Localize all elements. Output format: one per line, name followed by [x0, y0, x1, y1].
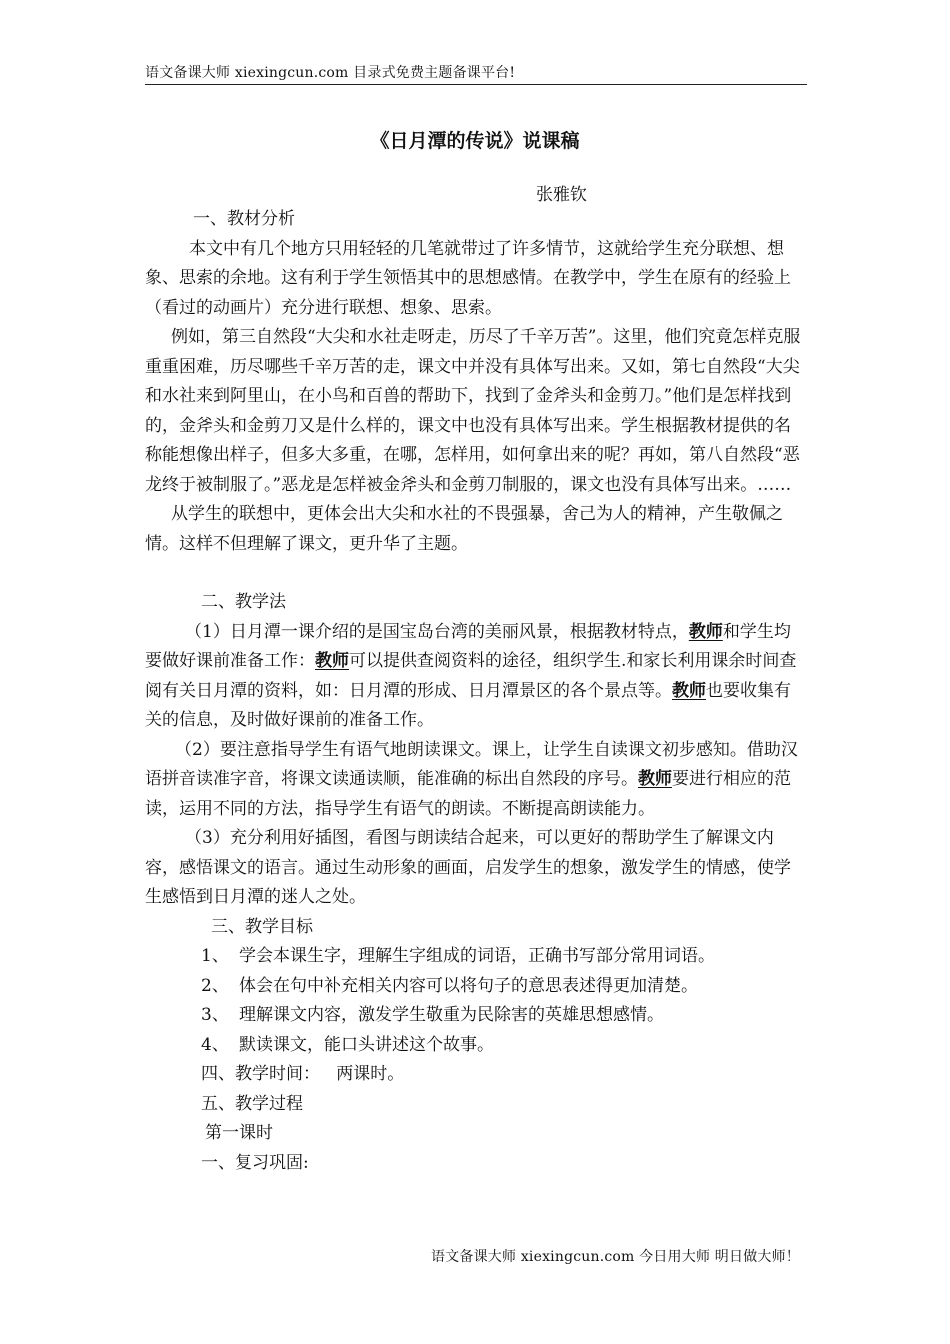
- section-heading-material-analysis: 一、教材分析: [193, 209, 295, 229]
- keyword-teacher: 教师: [688, 621, 723, 642]
- text-run: （1）日月潭一课介绍的是国宝岛台湾的美丽风景，根据教材特点，: [185, 621, 689, 642]
- text-run: 和学生均要做好课前准备工作：: [145, 621, 791, 671]
- paragraph: 例如，第三自然段“大尖和水社走呀走，历尽了千辛万苦”。这里，他们究竟怎样克服重重困难，历尽哪些千辛万苦的走，课文中并没有具体写出来。又如，第七自然段“大尖和水社来到阿里山，在小鸟和百兽的帮助下，找到了金斧头和金剪刀。”他们是怎样找到的，金斧头和金剪刀又是什么样的，课文中也没有具体写出来。学生根据教材提供的名称能想像出样子，但多大多重，在哪，怎样用，如何拿出来的呢？再如，第八自然段“恶龙终于被制服了。”恶龙是怎样被金斧头和金剪刀制服的，课文也没有具体写出来。……: [145, 327, 801, 495]
- goal-text: 体会在句中补充相关内容可以将句子的意思表述得更加清楚。: [239, 975, 698, 996]
- paragraph: 从学生的联想中，更体会出大尖和水社的不畏强暴，舍己为人的精神，产生敬佩之情。这样不但理解了课文，更升华了主题。: [145, 504, 783, 554]
- goal-number: 1、: [201, 946, 229, 966]
- keyword-teacher: 教师: [672, 680, 706, 701]
- goal-number: 2、: [201, 975, 229, 996]
- goal-item: [145, 1031, 805, 1061]
- section-heading-teaching-method: 二、教学法: [201, 592, 286, 612]
- keyword-teacher: 教师: [315, 651, 349, 671]
- goal-item: [145, 1001, 805, 1031]
- paragraph: 本文中有几个地方只用轻轻的几笔就带过了许多情节，这就给学生充分联想、想象、思索的余地。这有利于学生领悟其中的思想感情。在教学中，学生在原有的经验上（看过的动画片）充分进行联想、想象、思索。: [145, 238, 791, 318]
- text-run: 要进行相应的范读，运用不同的方法，指导学生有语气的朗读。不断提高朗读能力。: [145, 769, 791, 819]
- goal-number: 4、: [201, 1034, 229, 1055]
- goal-text: 默读课文，能口头讲述这个故事。: [239, 1034, 494, 1055]
- paragraph: [145, 618, 805, 736]
- paragraph: [145, 736, 805, 825]
- section-heading-teaching-process: 五、教学过程: [201, 1093, 303, 1114]
- page-footer: 语文备课大师 xiexingcun.com 今日用大师 明日做大师！: [430, 1249, 800, 1265]
- goal-text: 理解课文内容，激发学生敬重为民除害的英雄思想感情。: [239, 1005, 664, 1025]
- keyword-teacher: 教师: [638, 769, 672, 789]
- goal-item: [145, 972, 805, 1002]
- document-body: [145, 205, 805, 1178]
- goal-number: 3、: [201, 1005, 229, 1025]
- paragraph: （3）充分利用好插图，看图与朗读结合起来，可以更好的帮助学生了解课文内容，感悟课文的语言。通过生动形象的画面，启发学生的想象，激发学生的情感，使学生感悟到日月潭的迷人之处。: [145, 828, 791, 907]
- section-heading-teaching-goals: 三、教学目标: [211, 916, 313, 937]
- text-run: 可以提供查阅资料的途径，组织学生.和家长利用课余时间查阅有关日月潭的资料，如：日月潭的形成、日月潭景区的各个景点等。: [145, 651, 797, 701]
- page-header: 语文备课大师 xiexingcun.com 目录式免费主题备课平台!: [145, 65, 516, 81]
- text-run: 也要收集有关的信息，及时做好课前的准备工作。: [145, 680, 791, 730]
- header-divider: [145, 84, 807, 85]
- subsection-heading-review: 一、复习巩固:: [201, 1152, 309, 1173]
- text-run: （2）要注意指导学生有语气地朗读课文。课上，让学生自读课文初步感知。借助汉语拼音读准字音，将课文读通读顺，能准确的标出自然段的序号。: [145, 739, 798, 789]
- section-heading-teaching-time: 四、教学时间： 两课时。: [201, 1064, 405, 1084]
- document-title: 《日月潭的传说》说课稿: [370, 130, 580, 152]
- author-name: 张雅钦: [536, 185, 587, 205]
- lesson-label: 第一课时: [205, 1123, 273, 1143]
- goal-text: 学会本课生字，理解生字组成的词语，正确书写部分常用词语。: [239, 946, 715, 966]
- goal-item: [145, 942, 805, 972]
